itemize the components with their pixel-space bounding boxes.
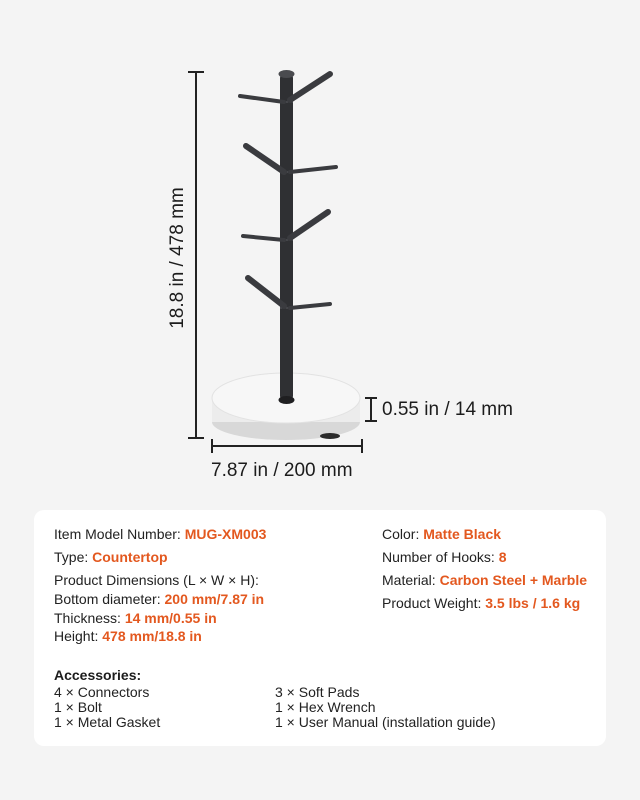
spec-label: Thickness: [54, 610, 125, 626]
spec-value: 478 mm/18.8 in [102, 628, 202, 644]
spec-label: Product Dimensions (L × W × H): [54, 572, 259, 588]
spec-label: Product Weight: [382, 595, 486, 611]
spec-thickness [54, 609, 217, 627]
spec-label: Height: [54, 628, 103, 644]
height-dimension-label: 18.8 in / 478 mm [167, 187, 188, 329]
height-dimension-line [188, 72, 204, 438]
accessories-title: Accessories: [54, 667, 142, 683]
spec-label: Number of Hooks: [382, 549, 499, 565]
accessory-item: 4 × Connectors [54, 684, 150, 700]
accessory-item: 1 × Metal Gasket [54, 714, 161, 730]
width-dimension-line [212, 439, 362, 453]
spec-value: Matte Black [423, 526, 502, 542]
accessory-item: 3 × Soft Pads [275, 684, 360, 700]
spec-type [54, 548, 168, 566]
accessory-item: 1 × Hex Wrench [275, 699, 376, 715]
spec-label: Type: [54, 549, 93, 565]
spec-bottom-diameter [54, 590, 264, 608]
spec-number-of-hooks [382, 548, 507, 566]
spec-value: Countertop [92, 549, 168, 565]
spec-color [382, 525, 501, 543]
accessory-item: 1 × User Manual (installation guide) [275, 714, 496, 730]
spec-weight [382, 594, 580, 612]
spec-value: 3.5 lbs / 1.6 kg [485, 595, 581, 611]
thickness-dimension-label: 0.55 in / 14 mm [382, 399, 513, 420]
spec-label: Item Model Number: [54, 526, 185, 542]
spec-value: MUG-XM003 [184, 526, 267, 542]
spec-value: Carbon Steel + Marble [439, 572, 588, 588]
width-dimension-label: 7.87 in / 200 mm [211, 460, 353, 481]
thickness-dimension-line [365, 398, 377, 421]
spec-value: 14 mm/0.55 in [124, 610, 217, 626]
spec-material [382, 571, 587, 589]
spec-height [54, 627, 202, 645]
spec-card [34, 510, 606, 746]
spec-value: 8 [498, 549, 507, 565]
spec-model-number [54, 525, 266, 543]
spec-dimensions-heading [54, 571, 259, 589]
spec-label: Material: [382, 572, 440, 588]
spec-label: Color: [382, 526, 424, 542]
spec-value: 200 mm/7.87 in [164, 591, 265, 607]
accessory-item: 1 × Bolt [54, 699, 102, 715]
spec-label: Bottom diameter: [54, 591, 165, 607]
